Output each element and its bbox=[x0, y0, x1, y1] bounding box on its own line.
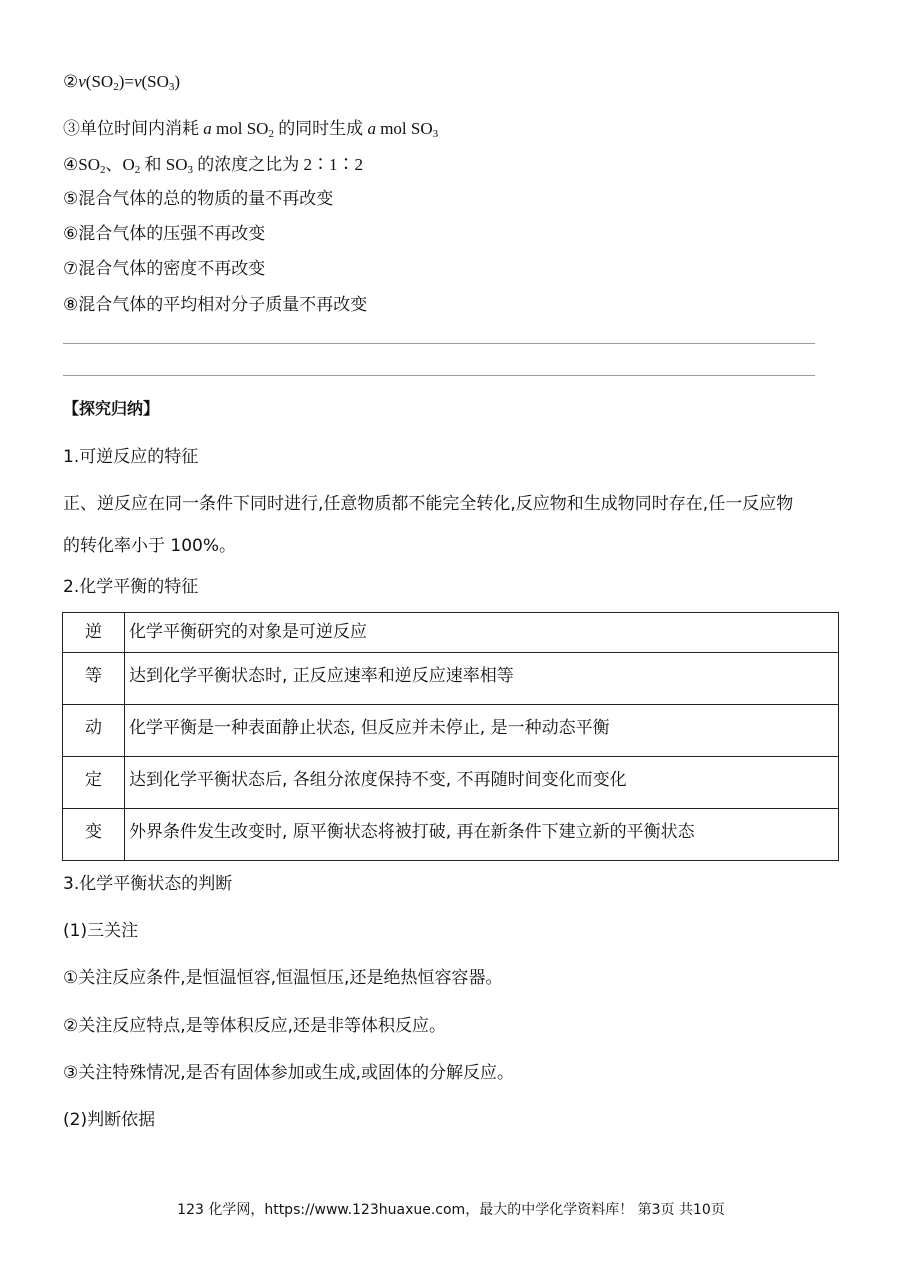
concern-1: ①关注反应条件,是恒温恒容,恒温恒压,还是绝热恒容容器。 bbox=[63, 968, 503, 988]
option-2 bbox=[63, 72, 180, 92]
paragraph-line-1: 正、逆反应在同一条件下同时进行,任意物质都不能完全转化,反应物和生成物同时存在,任一反应物 bbox=[63, 494, 794, 514]
answer-line-2 bbox=[63, 375, 815, 376]
subscript: 3 bbox=[187, 164, 193, 176]
text-part: ③单位时间内消耗 bbox=[63, 119, 204, 138]
concern-2: ②关注反应特点,是等体积反应,还是非等体积反应。 bbox=[63, 1016, 447, 1036]
option-5: ⑤混合气体的总的物质的量不再改变 bbox=[63, 189, 334, 209]
option-4 bbox=[63, 150, 363, 175]
rate-symbol: v bbox=[78, 72, 86, 91]
table-row bbox=[63, 653, 839, 705]
text-part: 和 SO bbox=[140, 155, 188, 174]
subheading-2: (2)判断依据 bbox=[63, 1110, 156, 1130]
heading-1: 1.可逆反应的特征 bbox=[63, 447, 199, 467]
table-key: 变 bbox=[63, 809, 125, 861]
features-table bbox=[62, 612, 839, 861]
heading-3: 3.化学平衡状态的判断 bbox=[63, 874, 233, 894]
table-desc: 达到化学平衡状态后, 各组分浓度保持不变, 不再随时间变化而变化 bbox=[125, 757, 839, 809]
table-row bbox=[63, 757, 839, 809]
rate-symbol: v bbox=[133, 72, 142, 91]
option-3 bbox=[63, 114, 438, 139]
concern-3: ③关注特殊情况,是否有固体参加或生成,或固体的分解反应。 bbox=[63, 1063, 515, 1083]
option-7: ⑦混合气体的密度不再改变 bbox=[63, 259, 266, 279]
table-key: 逆 bbox=[63, 613, 125, 653]
table-desc: 外界条件发生改变时, 原平衡状态将被打破, 再在新条件下建立新的平衡状态 bbox=[125, 809, 839, 861]
subscript: 3 bbox=[432, 128, 439, 140]
subscript: 3 bbox=[168, 81, 175, 93]
formula-part: ) bbox=[174, 72, 181, 91]
table-key: 动 bbox=[63, 705, 125, 757]
text-part: 的同时生成 bbox=[273, 119, 368, 138]
table-row bbox=[63, 613, 839, 653]
option-number: ② bbox=[63, 72, 79, 91]
table-key: 定 bbox=[63, 757, 125, 809]
table-desc: 化学平衡是一种表面静止状态, 但反应并未停止, 是一种动态平衡 bbox=[125, 705, 839, 757]
subscript: 2 bbox=[134, 164, 141, 176]
subheading-1: (1)三关注 bbox=[63, 921, 139, 941]
option-8: ⑧混合气体的平均相对分子质量不再改变 bbox=[63, 295, 368, 315]
option-6: ⑥混合气体的压强不再改变 bbox=[63, 224, 266, 244]
section-heading: 【探究归纳】 bbox=[63, 399, 160, 418]
table-desc: 达到化学平衡状态时, 正反应速率和逆反应速率相等 bbox=[125, 653, 839, 705]
text-part: 、O bbox=[105, 155, 135, 174]
subscript: 2 bbox=[268, 128, 274, 140]
formula-part: (SO bbox=[85, 72, 114, 91]
text-part: 的浓度之比为 2∶1∶2 bbox=[193, 155, 363, 174]
heading-2: 2.化学平衡的特征 bbox=[63, 577, 199, 597]
subscript: 2 bbox=[113, 81, 119, 93]
text-part: ④SO bbox=[63, 155, 100, 174]
subscript: 2 bbox=[99, 164, 106, 176]
table-row bbox=[63, 809, 839, 861]
page-footer: 123 化学网，https://www.123huaxue.com，最大的中学化学资料库！ 第3页 共10页 bbox=[177, 1202, 725, 1218]
variable: a bbox=[203, 119, 212, 138]
paragraph-line-2: 的转化率小于 100%。 bbox=[63, 536, 237, 556]
formula-part: )= bbox=[118, 72, 134, 91]
text-part: mol SO bbox=[211, 119, 269, 138]
variable: a bbox=[367, 119, 376, 138]
table-key: 等 bbox=[63, 653, 125, 705]
table-row bbox=[63, 705, 839, 757]
table-desc: 化学平衡研究的对象是可逆反应 bbox=[125, 613, 839, 653]
text-part: mol SO bbox=[375, 119, 433, 138]
formula-part: (SO bbox=[141, 72, 169, 91]
answer-line-1 bbox=[63, 343, 815, 344]
